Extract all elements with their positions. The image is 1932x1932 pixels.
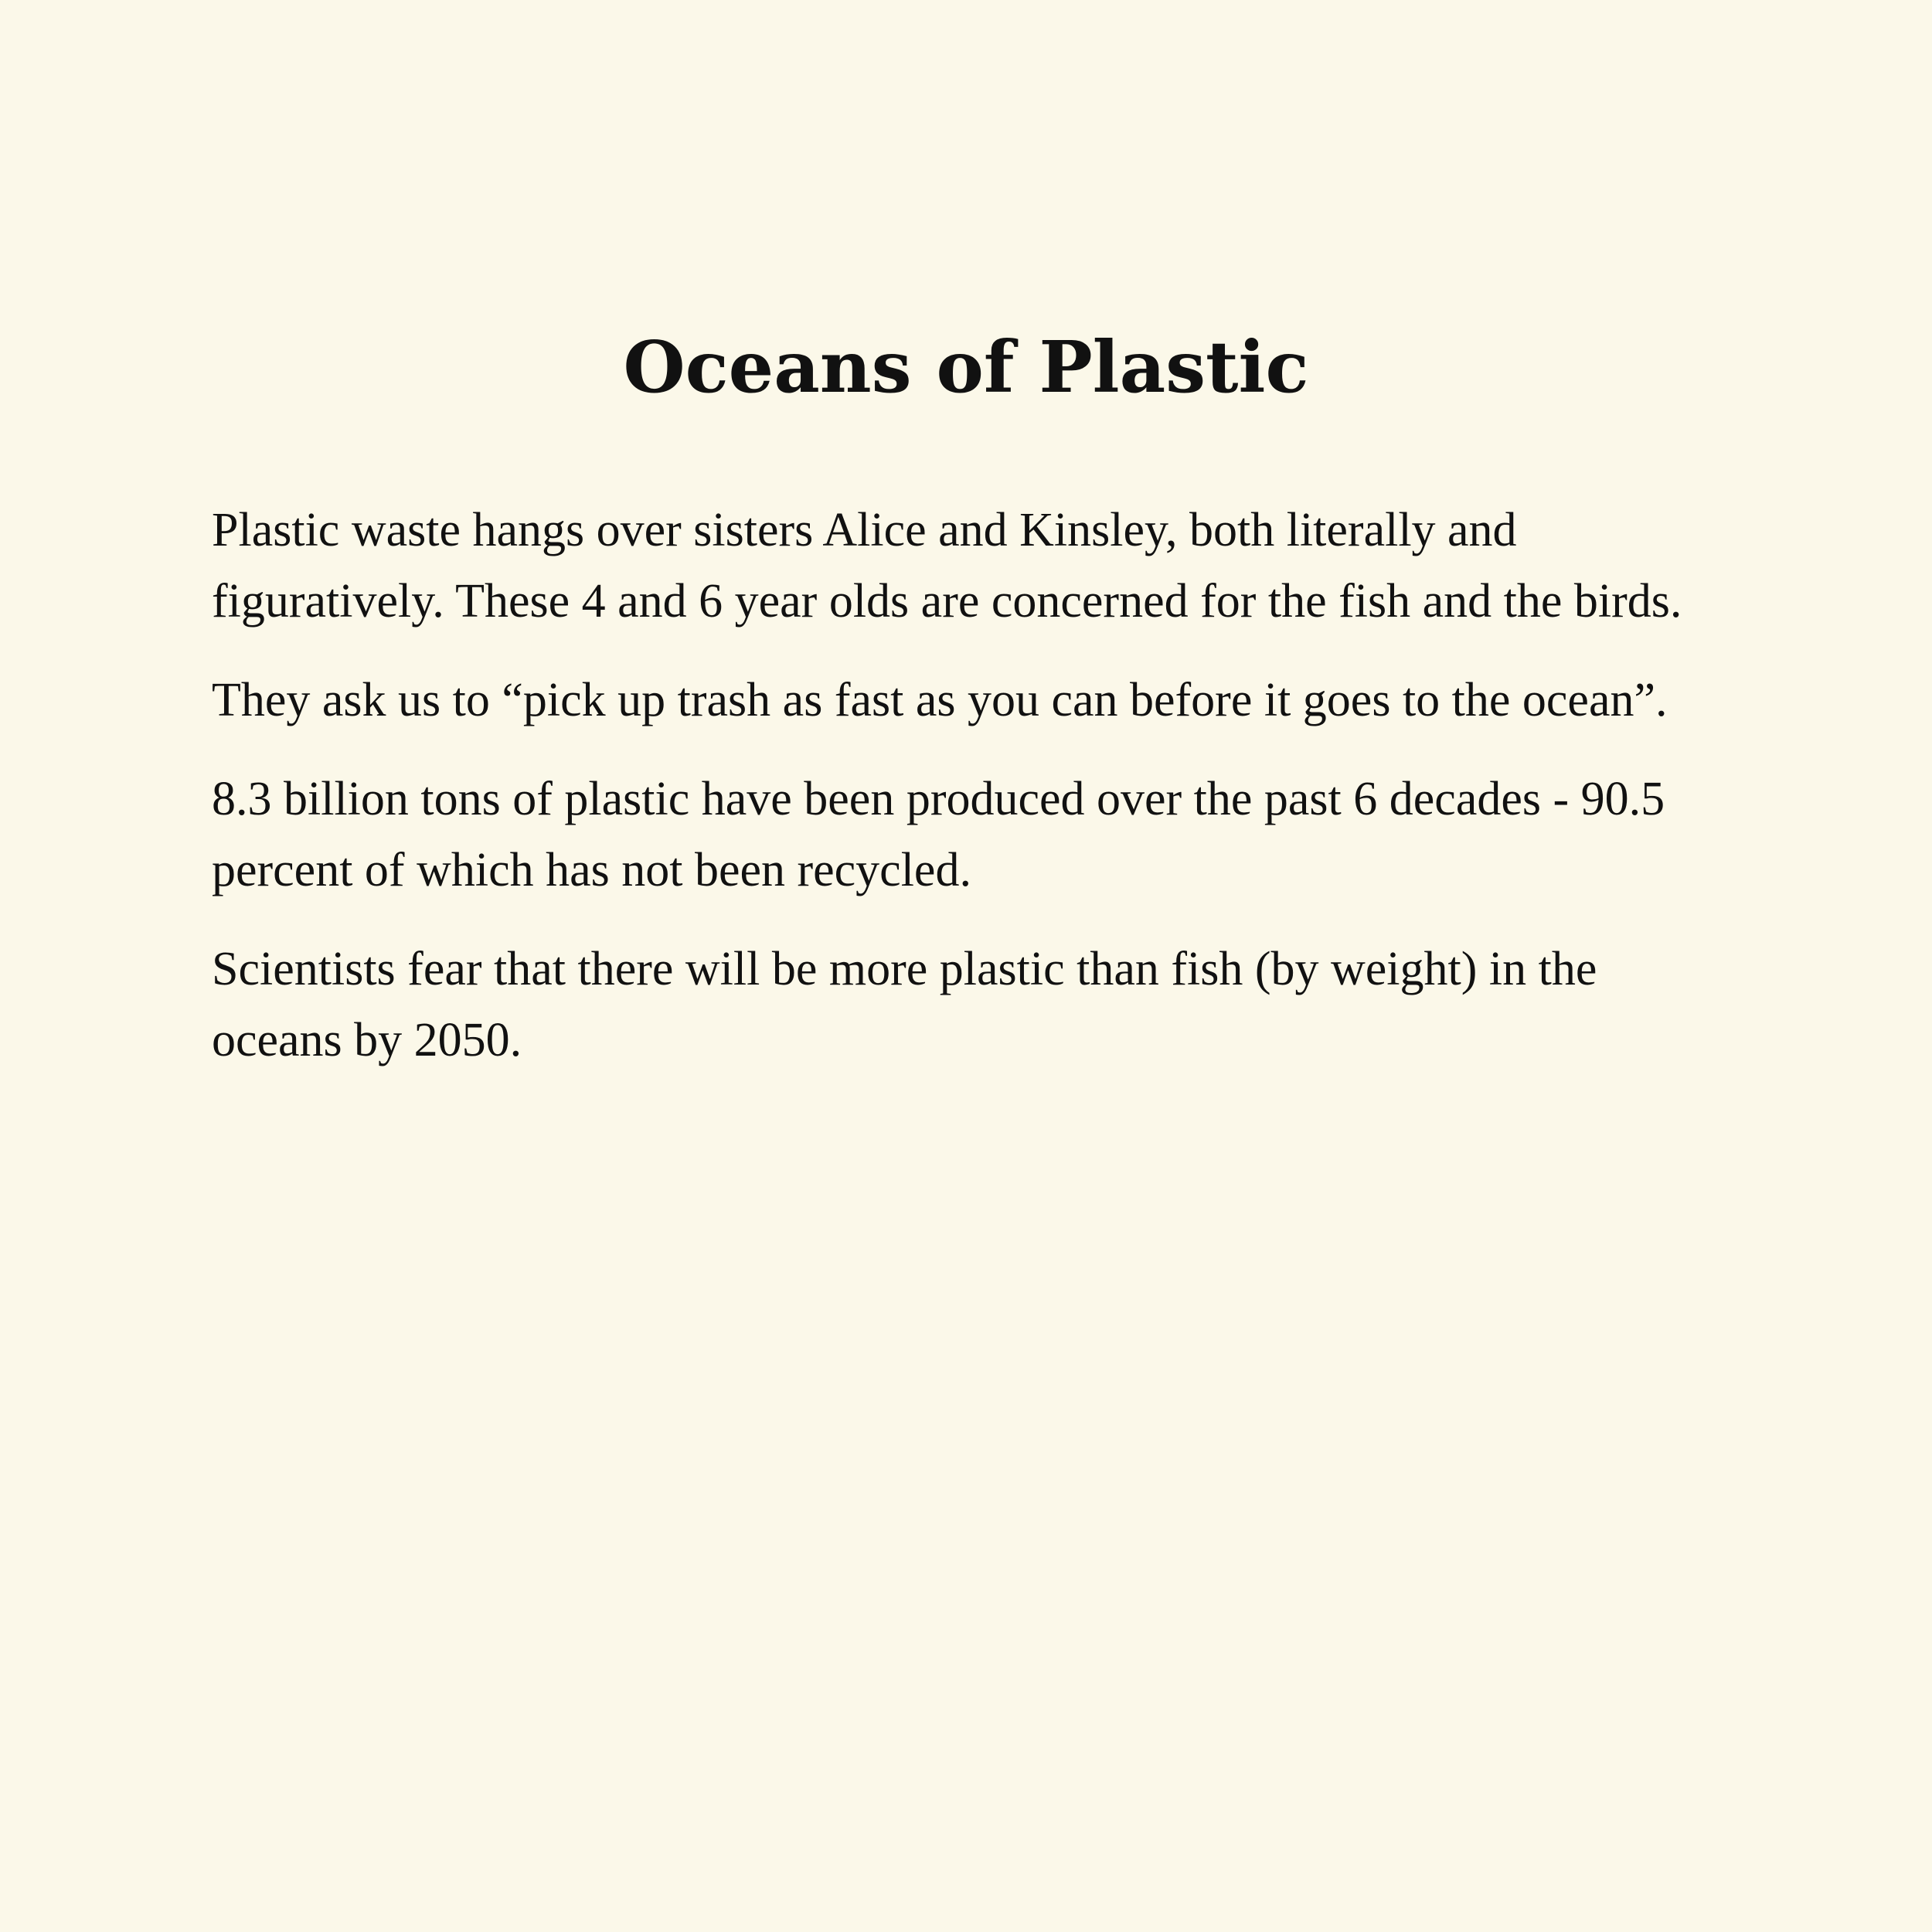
paragraph-3: 8.3 billion tons of plastic have been produced over the past 6 decades - 90.5 percent of which has not been recycled. [212,773,1665,896]
body-text [212,495,1726,1104]
paragraph-4: Scientists fear that there will be more plastic than fish (by weight) in the oceans by 2050. [212,943,1597,1066]
paragraph-1: Plastic waste hangs over sisters Alice and Kinsley, both literally and figuratively. These 4 and 6 year olds are concerned for the fish and the birds. [212,504,1682,628]
paragraph-2: They ask us to “pick up trash as fast as you can before it goes to the ocean”. [212,674,1668,726]
page-title: Oceans of Plastic [623,325,1309,409]
